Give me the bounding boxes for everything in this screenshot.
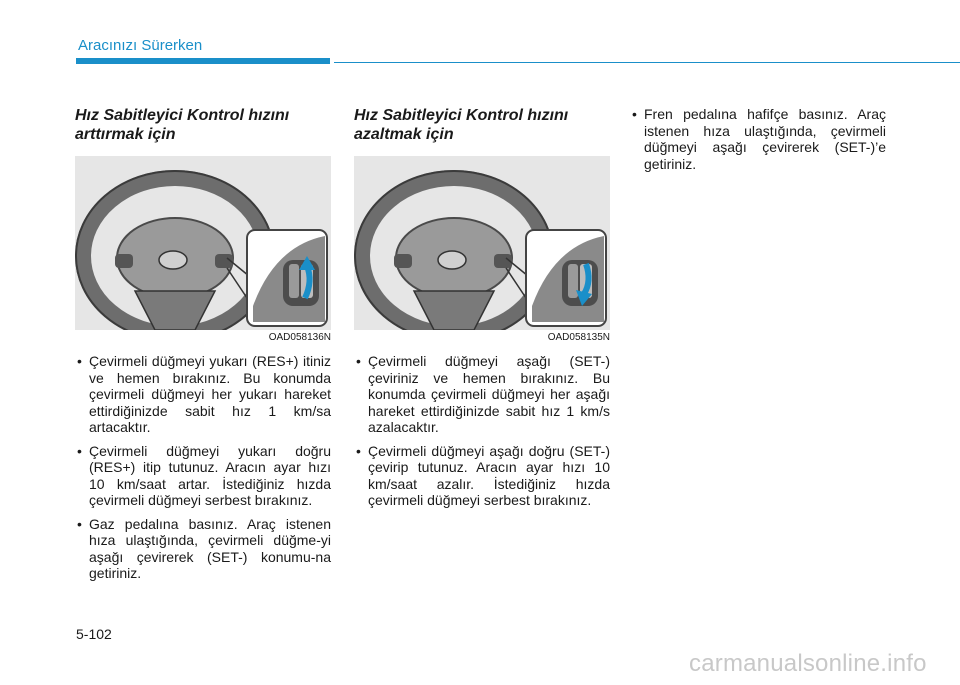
section-heading: Hız Sabitleyici Kontrol hızını arttırmak için — [75, 107, 290, 143]
page-number: 5-102 — [76, 626, 112, 642]
steering-wheel-figure — [354, 156, 610, 330]
column-decrease-speed — [354, 106, 610, 516]
control-closeup-icon — [247, 230, 327, 326]
list-item: • Gaz pedalına basınız. Araç istenen hıza ulaştığında, çevirmeli düğme-yi aşağı çevirerek (SET-) konumu-na getiriniz. — [75, 516, 331, 582]
watermark: carmanualsonline.info — [689, 650, 927, 677]
steering-wheel-icon — [76, 171, 274, 330]
bullet-list — [75, 353, 331, 582]
steering-wheel-figure — [75, 156, 331, 330]
header-rule-thick — [76, 58, 330, 64]
list-item: • Çevirmeli düğmeyi yukarı (RES+) itiniz ve hemen bırakınız. Bu konumda çevirmeli düğmeyi her yukarı hareket ettirdiğinizde sabit hız 1 km/sa artacaktır. — [75, 353, 331, 436]
list-item: • Fren pedalına hafifçe basınız. Araç istenen hıza ulaştığında, çevirmeli düğmeyi aşağı çevirerek (SET-)’e getiriniz. — [630, 106, 886, 172]
bullet-list — [630, 106, 886, 172]
steering-wheel-icon — [355, 171, 553, 330]
figure-caption: OAD058135N — [547, 332, 610, 343]
section-heading: Hız Sabitleyici Kontrol hızını azaltmak için — [354, 107, 569, 143]
bullet-list — [354, 353, 610, 509]
section-title: Aracınızı Sürerken — [78, 37, 203, 54]
column-brake — [630, 106, 886, 179]
figure-caption: OAD058136N — [268, 332, 331, 343]
header-rule-thin — [334, 62, 960, 63]
column-increase-speed — [75, 106, 331, 589]
list-item: • Çevirmeli düğmeyi aşağı (SET-) çeviriniz ve hemen bırakınız. Bu konumda çevirmeli düğmeyi her aşağı hareket ettirdiğinizde sabit hız 1 km/s azalacaktır. — [354, 353, 610, 436]
list-item: • Çevirmeli düğmeyi yukarı doğru (RES+) itip tutunuz. Aracın ayar hızı 10 km/saat artar. İstediğiniz hızda çevirmeli düğmeyi serbest bırakınız. — [75, 443, 331, 509]
control-closeup-icon — [526, 230, 606, 326]
list-item: • Çevirmeli düğmeyi aşağı doğru (SET-) çevirip tutunuz. Aracın ayar hızı 10 km/saat azalır. İstediğiniz hızda çevirmeli düğmeyi serbest bırakınız. — [354, 443, 610, 509]
